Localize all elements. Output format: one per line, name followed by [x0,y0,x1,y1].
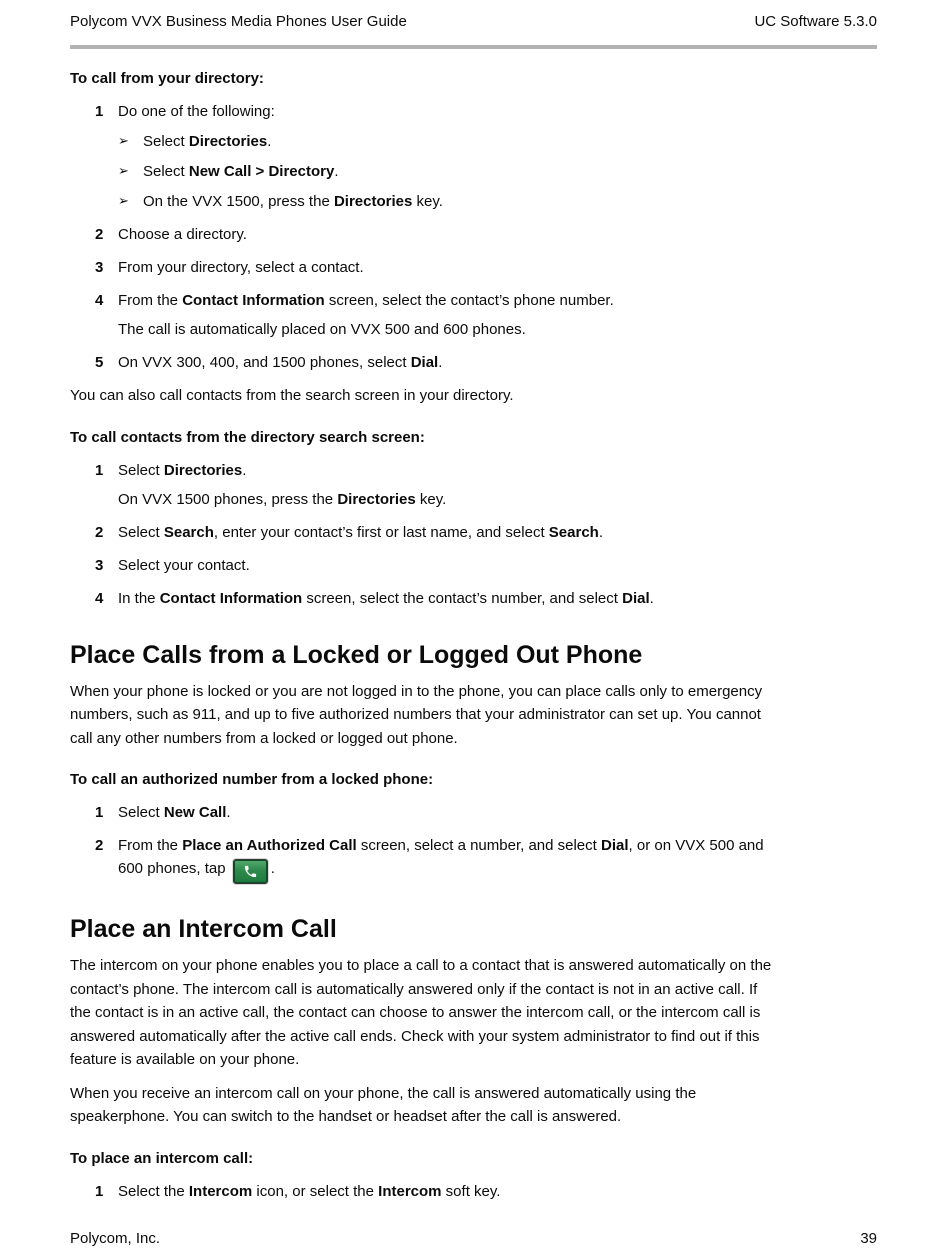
bullet-text: Select New Call > Directory. [143,163,339,180]
step-text: From your directory, select a contact. [118,259,364,276]
step-text: In the Contact Information screen, select the contact’s number, and select Dial. [118,589,654,607]
header-software-version: UC Software 5.3.0 [754,13,877,30]
step-number: 1 [95,804,104,821]
arrow-bullet-item [70,130,877,153]
numbered-step [70,834,877,884]
numbered-step [70,1180,877,1203]
bullet-text: On the VVX 1500, press the Directories key. [143,193,443,210]
step-text: Choose a directory. [118,226,247,243]
step-text: Select Search, enter your contact’s first or last name, and select Search. [118,523,604,541]
numbered-step [70,554,877,577]
paragraph: You can also call contacts from the search screen in your directory. [70,387,514,404]
step-continuation: The call is automatically placed on VVX 500 and 600 phones. [118,321,526,338]
numbered-step [70,587,877,610]
numbered-step [70,459,877,482]
step-text: Select Directories. [118,461,247,479]
numbered-step [70,100,877,123]
step-number: 3 [95,259,104,276]
step-text: On VVX 300, 400, and 1500 phones, select Dial. [118,354,443,371]
step-text: Select the Intercom icon, or select the Intercom soft key. [118,1182,501,1200]
procedure-title-call-from-directory: To call from your directory: [70,70,264,87]
procedure-title-place-intercom: To place an intercom call: [70,1149,254,1167]
numbered-step [70,256,877,279]
step-number: 2 [95,837,104,854]
step-number: 4 [95,589,104,607]
step-number: 5 [95,354,104,371]
arrow-bullet-icon: ➢ [118,164,129,179]
numbered-step [70,801,877,824]
procedure-title-directory-search: To call contacts from the directory search screen: [70,428,425,446]
footer-company: Polycom, Inc. [70,1230,161,1247]
paragraph: When your phone is locked or you are not logged in to the phone, you can place calls only to emergency numbers, such as 911, and up to five authorized numbers that your administrator can set up. You cannot call any other numbers from a locked or logged out phone. [70,682,763,747]
section-heading-intercom-call: Place an Intercom Call [70,915,337,943]
step-text: Select New Call. [118,804,231,821]
step-text: From the Contact Information screen, select the contact’s phone number. [118,292,614,309]
step-number: 4 [95,292,104,309]
arrow-bullet-icon: ➢ [118,194,129,209]
dial-phone-icon [233,859,268,884]
step-number: 1 [95,103,104,120]
step-continuation: On VVX 1500 phones, press the Directories key. [118,490,447,508]
step-number: 1 [95,1182,104,1200]
step-number: 1 [95,461,104,479]
procedure-title-authorized-number: To call an authorized number from a locked phone: [70,771,434,788]
paragraph: When you receive an intercom call on your phone, the call is answered automatically using the speakerphone. You can switch to the handset or headset after the call is answered. [70,1084,697,1125]
section-heading-locked-phone: Place Calls from a Locked or Logged Out Phone [70,640,643,669]
page-content [70,67,877,1203]
numbered-step [70,351,877,374]
arrow-bullet-icon: ➢ [118,134,129,149]
numbered-step [70,289,877,312]
step-text: Select your contact. [118,556,250,574]
arrow-bullet-item [70,160,877,183]
page-header [70,0,877,30]
header-divider [70,45,877,49]
arrow-bullet-item [70,190,877,213]
footer-page-number: 39 [860,1230,877,1247]
step-text: Do one of the following: [118,103,275,120]
page-footer [70,1230,877,1247]
step-number: 2 [95,226,104,243]
numbered-step [70,223,877,246]
header-doc-title: Polycom VVX Business Media Phones User Guide [70,13,407,30]
step-text: From the Place an Authorized Call screen, select a number, and select Dial, or on VVX 500 and 600 phones, tap . [118,834,877,884]
step-number: 3 [95,556,104,574]
step-number: 2 [95,523,104,541]
bullet-text: Select Directories. [143,133,272,150]
paragraph: The intercom on your phone enables you to place a call to a contact that is answered automatically on the contact’s phone. The intercom call is automatically answered only if the contact is not in an active call. If the contact is in an active call, the contact can choose to answer the intercom call, or the intercom call is answered automatically after the active call ends. Check with your system administrator to find out if this feature is available on your phone. [70,957,772,1068]
numbered-step [70,521,877,544]
